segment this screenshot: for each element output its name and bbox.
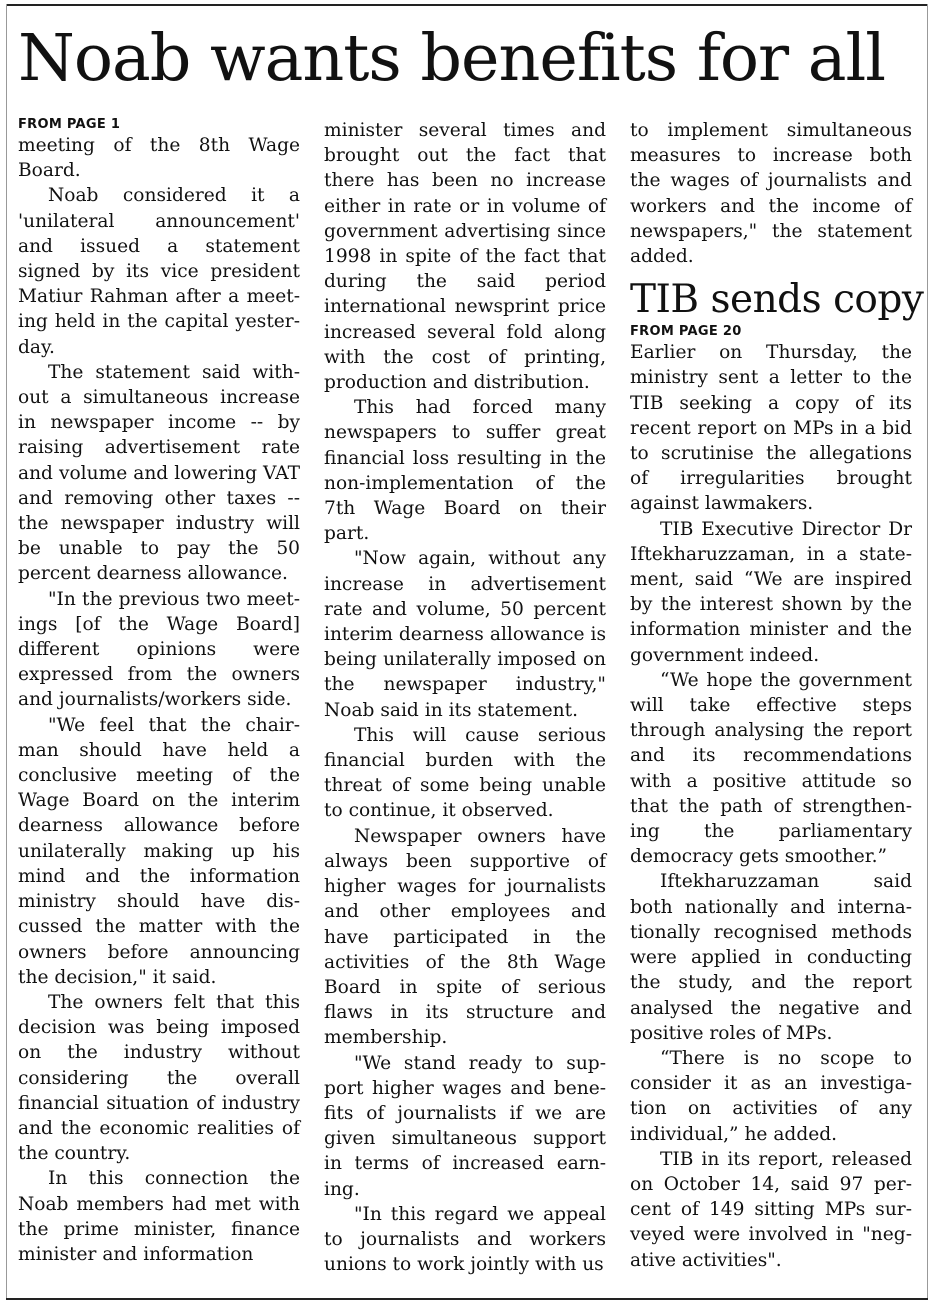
paragraph: minister several times and brought out the fact that there has been no increase either in rate or in volume of government advertising since 1998 in spite of the fact that during the said period international newsprint price increased several fold along with the cost of printing, production and distribution. [324, 120, 606, 394]
paragraph: The owners felt that this decision was being imposed on the industry without considering the overall financial situation of industry and the economic realities of the country. [18, 991, 300, 1165]
paragraph: "We feel that the chairman should have held a conclusive meeting of the Wage Board on the interim dearness allowance before unilaterally making up his mind and the information ministry should have discussed the matter with the owners before announcing the decision," it said. [18, 714, 300, 988]
paragraph: This will cause serious financial burden with the threat of some being unable to continue, it observed. [324, 724, 606, 822]
paragraph: meeting of the 8th Wage Board. [18, 135, 300, 182]
bottom-rule [6, 1298, 928, 1300]
tib-headline: TIB sends copy [630, 277, 924, 323]
column-1 [18, 118, 300, 1267]
paragraph: This had forced many newspapers to suffer great financial loss resulting in the non-implementation of the 7th Wage Board on their part. [324, 397, 606, 545]
column-2 [324, 118, 606, 1277]
column-3 [630, 118, 924, 1273]
paragraph: “We hope the government will take effective steps through analysing the report and its recommendations with a positive attitude so that the path of strengthening the parliamentary democracy gets smoother.” [630, 669, 912, 868]
paragraph: "Now again, without any increase in advertisement rate and volume, 50 percent interim dearness allowance is being unilaterally imposed on the newspaper industry," Noab said in its statement. [324, 548, 606, 721]
paragraph: Newspaper owners have always been supportive of higher wages for journalists and other employees and have participated in the activities of the 8th Wage Board in spite of serious flaws in its structure and membership. [324, 825, 606, 1049]
jump-label-page-1: FROM PAGE 1 [18, 117, 121, 132]
paragraph: “There is no scope to consider it as an investigation on activities of any individual,” he added. [630, 1047, 912, 1145]
paragraph: In this connection the Noab members had met with the prime minister, finance minister and information [18, 1168, 300, 1265]
left-border [6, 4, 7, 1300]
paragraph: "In the previous two meetings [of the Wage Board] different opinions were expressed from the owners and journalists/workers side. [18, 588, 300, 711]
paragraph: "We stand ready to support higher wages and benefits of journalists if we are given simultaneous support in terms of increased earning. [324, 1052, 606, 1200]
paragraph: TIB Executive Director Dr Iftekharuzzaman, in a statement, said “We are inspired by the interest shown by the information minister and the government indeed. [630, 518, 912, 666]
paragraph: Iftekharuzzaman said both nationally and internationally recognised methods were applied in conducting the study, and the report analysed the negative and positive roles of MPs. [630, 871, 912, 1044]
jump-label-page-20: FROM PAGE 20 [630, 324, 742, 340]
top-rule [6, 4, 928, 6]
paragraph: to implement simultaneous measures to increase both the wages of journalists and workers and the income of newspapers," the statement added. [630, 120, 912, 268]
paragraph: Noab considered it a 'unilateral announcement' and issued a statement signed by its vice president Matiur Rahman after a meeting held in the capital yesterday. [18, 185, 300, 358]
paragraph: "In this regard we appeal to journalists and workers unions to work jointly with us [324, 1203, 606, 1276]
paragraph: Earlier on Thursday, the ministry sent a letter to the TIB seeking a copy of its recent report on MPs in a bid to scrutinise the allegations of irregularities brought against lawmakers. [630, 342, 912, 515]
paragraph: The statement said without a simultaneous increase in newspaper income -- by raising advertisement rate and volume and lowering VAT and removing other taxes -- the newspaper industry will be unable to pay the 50 percent dearness allowance. [18, 361, 300, 585]
right-border [927, 4, 928, 1300]
paragraph: TIB in its report, released on October 14, said 97 percent of 149 sitting MPs surveyed were involved in "negative activities". [630, 1148, 912, 1271]
article-headline: Noab wants benefits for all [18, 21, 886, 96]
